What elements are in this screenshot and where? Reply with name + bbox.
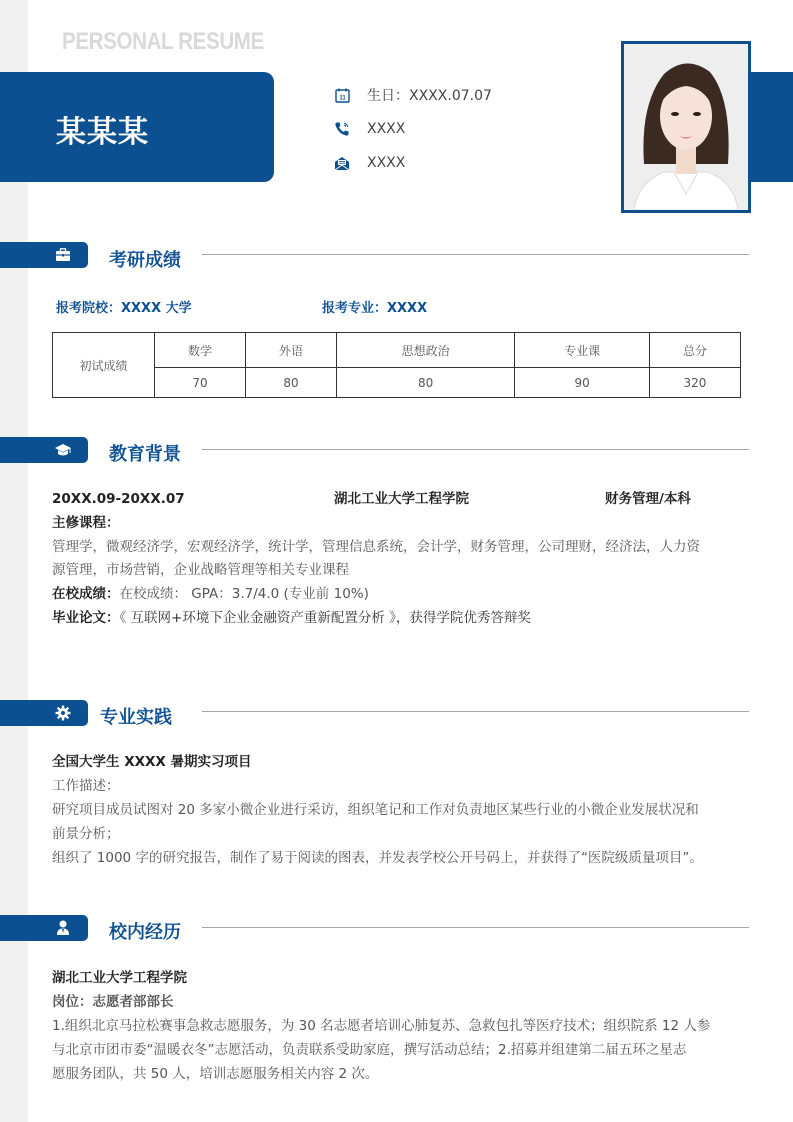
edu-period: 20XX.09-20XX.07 bbox=[52, 491, 185, 507]
phone-icon bbox=[333, 120, 351, 138]
campus-org: 湖北工业大学工程学院 bbox=[52, 970, 187, 986]
table-cell: 90 bbox=[515, 368, 650, 398]
courses-label: 主修课程： bbox=[52, 515, 120, 531]
person-icon bbox=[54, 919, 72, 937]
photo-accent-bar bbox=[749, 72, 793, 182]
english-title: PERSONAL RESUME bbox=[62, 28, 264, 55]
svg-text:11: 11 bbox=[338, 95, 346, 101]
score-table bbox=[52, 332, 741, 398]
edu-major: 财务管理/本科 bbox=[605, 491, 691, 507]
campus-position: 岗位：志愿者部部长 bbox=[52, 994, 174, 1010]
section-divider bbox=[202, 711, 749, 712]
contact-birthday bbox=[333, 85, 492, 105]
row-label: 初试成绩 bbox=[53, 333, 155, 398]
calendar-icon bbox=[333, 86, 351, 104]
table-row bbox=[53, 368, 741, 398]
table-row bbox=[53, 333, 741, 368]
section-tab-campus bbox=[0, 915, 88, 941]
edu-school: 湖北工业大学工程学院 bbox=[334, 491, 469, 507]
candidate-name: 某某某 bbox=[56, 115, 149, 150]
briefcase-icon bbox=[54, 246, 72, 264]
desc-label: 工作描述： bbox=[52, 778, 120, 794]
thesis-line: 毕业论文：《 互联网+环境下企业金融资产重新配置分析 》，获得学院优秀答辩奖 bbox=[52, 610, 531, 626]
table-cell: 80 bbox=[246, 368, 337, 398]
campus-text: 愿服务团队，共 50 人，培训志愿服务相关内容 2 次。 bbox=[52, 1066, 379, 1082]
section-divider bbox=[202, 927, 749, 928]
section-tab-education bbox=[0, 437, 88, 463]
gpa-line: 在校成绩：在校成绩： GPA：3.7/4.0 (专业前 10%) bbox=[52, 586, 369, 602]
project-title: 全国大学生 XXXX 暑期实习项目 bbox=[52, 754, 252, 770]
table-header: 总分 bbox=[649, 333, 740, 368]
section-title-practice: 专业实践 bbox=[100, 707, 172, 728]
target-major: 报考专业：XXXX bbox=[322, 301, 428, 316]
target-school: 报考院校：XXXX 大学 bbox=[56, 301, 192, 316]
table-header: 数学 bbox=[155, 333, 246, 368]
section-title-campus: 校内经历 bbox=[109, 922, 181, 943]
campus-text: 与北京市团市委“温暖衣冬”志愿活动，负责联系受助家庭，撰写活动总结；2.招募并组建第二届五环之星志 bbox=[52, 1042, 687, 1058]
table-cell: 80 bbox=[337, 368, 515, 398]
email-text: XXXX bbox=[367, 155, 406, 171]
campus-text: 1.组织北京马拉松赛事急救志愿服务，为 30 名志愿者培训心肺复苏、急救包扎等医疗技术；组织院系 12 人参 bbox=[52, 1018, 711, 1034]
mail-icon bbox=[333, 154, 351, 172]
contact-email bbox=[333, 154, 405, 172]
contact-phone bbox=[333, 120, 405, 138]
section-title-education: 教育背景 bbox=[109, 444, 181, 465]
courses-text: 管理学，微观经济学，宏观经济学，统计学，管理信息系统，会计学，财务管理，公司理财，经济法，人力资 bbox=[52, 539, 700, 555]
table-cell: 70 bbox=[155, 368, 246, 398]
section-tab-exam bbox=[0, 242, 88, 268]
table-header: 思想政治 bbox=[337, 333, 515, 368]
table-cell: 320 bbox=[649, 368, 740, 398]
graduation-cap-icon bbox=[54, 441, 72, 459]
courses-text: 源管理，市场营销，企业战略管理等相关专业课程 bbox=[52, 562, 349, 578]
gear-icon bbox=[54, 704, 72, 722]
profile-photo bbox=[621, 41, 751, 213]
section-divider bbox=[202, 449, 749, 450]
practice-text: 前景分析； bbox=[52, 826, 120, 842]
practice-text: 研究项目成员试图对 20 多家小微企业进行采访，组织笔记和工作对负责地区某些行业的小微企业发展状况和 bbox=[52, 802, 699, 818]
section-tab-practice bbox=[0, 700, 88, 726]
practice-text: 组织了 1000 字的研究报告，制作了易于阅读的图表，并发表学校公开号码上，并获得了“医院级质量项目”。 bbox=[52, 850, 703, 866]
birthday-text: 生日：XXXX.07.07 bbox=[367, 88, 492, 104]
section-title-exam: 考研成绩 bbox=[109, 250, 181, 271]
table-header: 外语 bbox=[246, 333, 337, 368]
section-divider bbox=[202, 254, 749, 255]
phone-text: XXXX bbox=[367, 121, 406, 137]
table-header: 专业课 bbox=[515, 333, 650, 368]
